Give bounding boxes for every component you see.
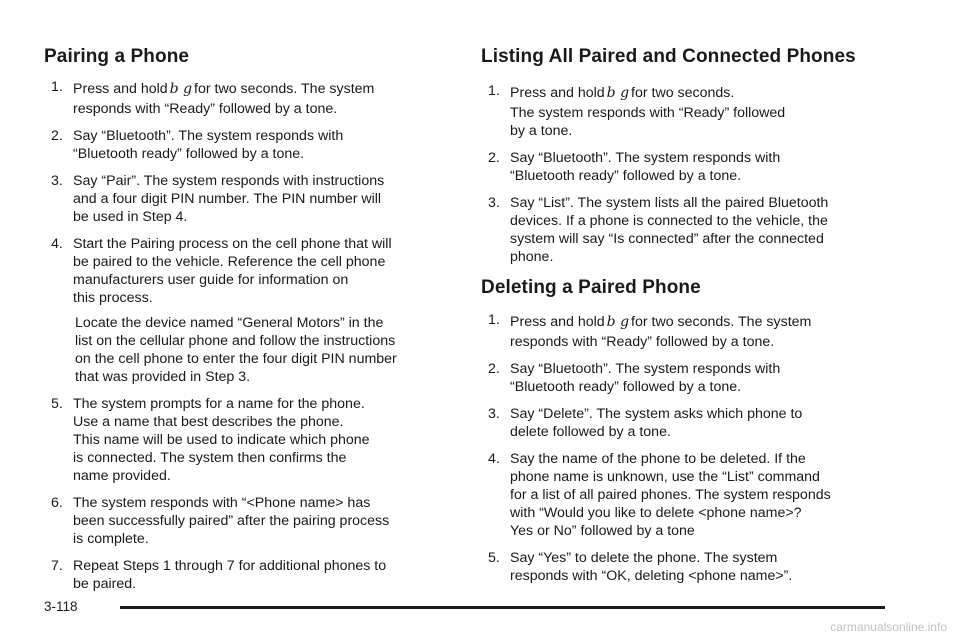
step-number: 3.: [488, 195, 500, 211]
step-item: [481, 360, 886, 396]
step-line: phone name is unknown, use the “List” command: [510, 469, 820, 485]
note-line: Locate the device named “General Motors” in the: [75, 315, 384, 331]
step-text: [73, 172, 449, 226]
step-line: The system responds with “<Phone name> has: [73, 495, 371, 511]
step-line: Say “Bluetooth”. The system responds with: [510, 150, 781, 166]
section-title-pairing: Pairing a Phone: [44, 46, 190, 67]
step-text-pre: Press and hold: [73, 81, 168, 97]
step-item: [44, 127, 449, 163]
note-line: on the cell phone to enter the four digit PIN number: [75, 351, 397, 367]
watermark: carmanualsonline.info: [830, 620, 947, 634]
step-line: and a four digit PIN number. The PIN number will: [73, 191, 382, 207]
step-line: Repeat Steps 1 through 7 for additional phones to: [73, 558, 387, 574]
step-line: Say “Bluetooth”. The system responds with: [73, 128, 344, 144]
step-text: [510, 82, 886, 140]
step-number: 2.: [488, 361, 500, 377]
step-text: [510, 549, 886, 585]
step-line: for a list of all paired phones. The system responds: [510, 487, 831, 503]
step-line: responds with “Ready” followed by a tone.: [73, 101, 338, 117]
step-line: “Bluetooth ready” followed by a tone.: [73, 146, 305, 162]
page-number: 3-118: [44, 599, 78, 614]
step-number: 1.: [488, 83, 500, 99]
step-text: [73, 395, 449, 485]
step-line: Yes or No” followed by a tone: [510, 523, 695, 539]
step-number: 5.: [51, 396, 63, 412]
step-item: [44, 78, 449, 118]
step-line: Use a name that best describes the phone.: [73, 414, 344, 430]
step-text: [510, 194, 886, 266]
step-item: [481, 82, 886, 140]
step-line: be used in Step 4.: [73, 209, 188, 225]
step-text: [510, 149, 886, 185]
step-number: 2.: [488, 150, 500, 166]
step-text: [73, 557, 449, 593]
step-line: Say “Pair”. The system responds with instructions: [73, 173, 385, 189]
right-column: [481, 44, 886, 594]
step-text: [510, 311, 886, 351]
step-text: [510, 450, 886, 540]
step-text: [73, 127, 449, 163]
step-line: responds with “Ready” followed by a tone.: [510, 334, 775, 350]
step-line: by a tone.: [510, 123, 573, 139]
step-line: delete followed by a tone.: [510, 424, 671, 440]
step-line: The system prompts for a name for the phone.: [73, 396, 365, 412]
step-line: [510, 311, 886, 333]
step-text: [510, 360, 886, 396]
step-number: 1.: [488, 312, 500, 328]
step-text: [73, 235, 449, 307]
step-line: this process.: [73, 290, 153, 306]
step-line: phone.: [510, 249, 554, 265]
step-line: Say “Yes” to delete the phone. The system: [510, 550, 778, 566]
step-line: [73, 78, 449, 100]
note-line: list on the cellular phone and follow the instructions: [75, 333, 396, 349]
step-line: Start the Pairing process on the cell phone that will: [73, 236, 392, 252]
step-number: 3.: [488, 406, 500, 422]
step-line: manufacturers user guide for information on: [73, 272, 349, 288]
step-number: 6.: [51, 495, 63, 511]
step-text: [73, 78, 449, 118]
step-line: with “Would you like to delete <phone name>?: [510, 505, 802, 521]
step-line: “Bluetooth ready” followed by a tone.: [510, 168, 742, 184]
step-number: 3.: [51, 173, 63, 189]
step-line: “Bluetooth ready” followed by a tone.: [510, 379, 742, 395]
step-number: 2.: [51, 128, 63, 144]
step-line: The system responds with “Ready” followed: [510, 105, 786, 121]
step-item: [44, 172, 449, 226]
step-line: be paired to the vehicle. Reference the cell phone: [73, 254, 386, 270]
step-line: be paired.: [73, 576, 137, 592]
section-title-listing: Listing All Paired and Connected Phones: [481, 46, 856, 67]
step-line: been successfully paired” after the pairing process: [73, 513, 390, 529]
note-line: that was provided in Step 3.: [75, 369, 251, 385]
step-line: Say “Delete”. The system asks which phone to: [510, 406, 803, 422]
step-text-post: for two seconds.: [631, 85, 735, 101]
step-line: Say “Bluetooth”. The system responds with: [510, 361, 781, 377]
footer-rule: [120, 606, 885, 609]
step-text-post: for two seconds. The system: [194, 81, 375, 97]
voice-button-icon: b g: [169, 81, 193, 97]
step-note: [75, 314, 449, 386]
step-text-pre: Press and hold: [510, 85, 605, 101]
step-item: [44, 395, 449, 485]
pairing-steps: [44, 78, 449, 593]
step-line: [510, 82, 886, 104]
step-item: [481, 450, 886, 540]
deleting-steps: [481, 311, 886, 585]
step-number: 4.: [488, 451, 500, 467]
listing-steps: [481, 82, 886, 266]
step-item: [44, 235, 449, 307]
voice-button-icon: b g: [606, 314, 630, 330]
step-item: [481, 549, 886, 585]
step-item: [481, 194, 886, 266]
step-item: [481, 149, 886, 185]
step-line: devices. If a phone is connected to the vehicle, the: [510, 213, 828, 229]
step-line: Say “List”. The system lists all the paired Bluetooth: [510, 195, 829, 211]
step-number: 4.: [51, 236, 63, 252]
voice-button-icon: b g: [606, 85, 630, 101]
step-text: [510, 405, 886, 441]
step-line: This name will be used to indicate which phone: [73, 432, 370, 448]
left-column: [44, 44, 449, 602]
step-line: Say the name of the phone to be deleted. If the: [510, 451, 806, 467]
step-item: [44, 557, 449, 593]
step-line: system will say “Is connected” after the connected: [510, 231, 824, 247]
step-text-post: for two seconds. The system: [631, 314, 812, 330]
step-item: [481, 405, 886, 441]
step-line: is connected. The system then confirms the: [73, 450, 347, 466]
step-text-pre: Press and hold: [510, 314, 605, 330]
step-line: responds with “OK, deleting <phone name>”.: [510, 568, 793, 584]
section-title-deleting: Deleting a Paired Phone: [481, 277, 701, 298]
step-item: [481, 311, 886, 351]
step-item: [44, 494, 449, 548]
step-number: 5.: [488, 550, 500, 566]
step-line: is complete.: [73, 531, 149, 547]
step-number: 7.: [51, 558, 63, 574]
step-line: name provided.: [73, 468, 171, 484]
step-number: 1.: [51, 79, 63, 95]
step-text: [73, 494, 449, 548]
